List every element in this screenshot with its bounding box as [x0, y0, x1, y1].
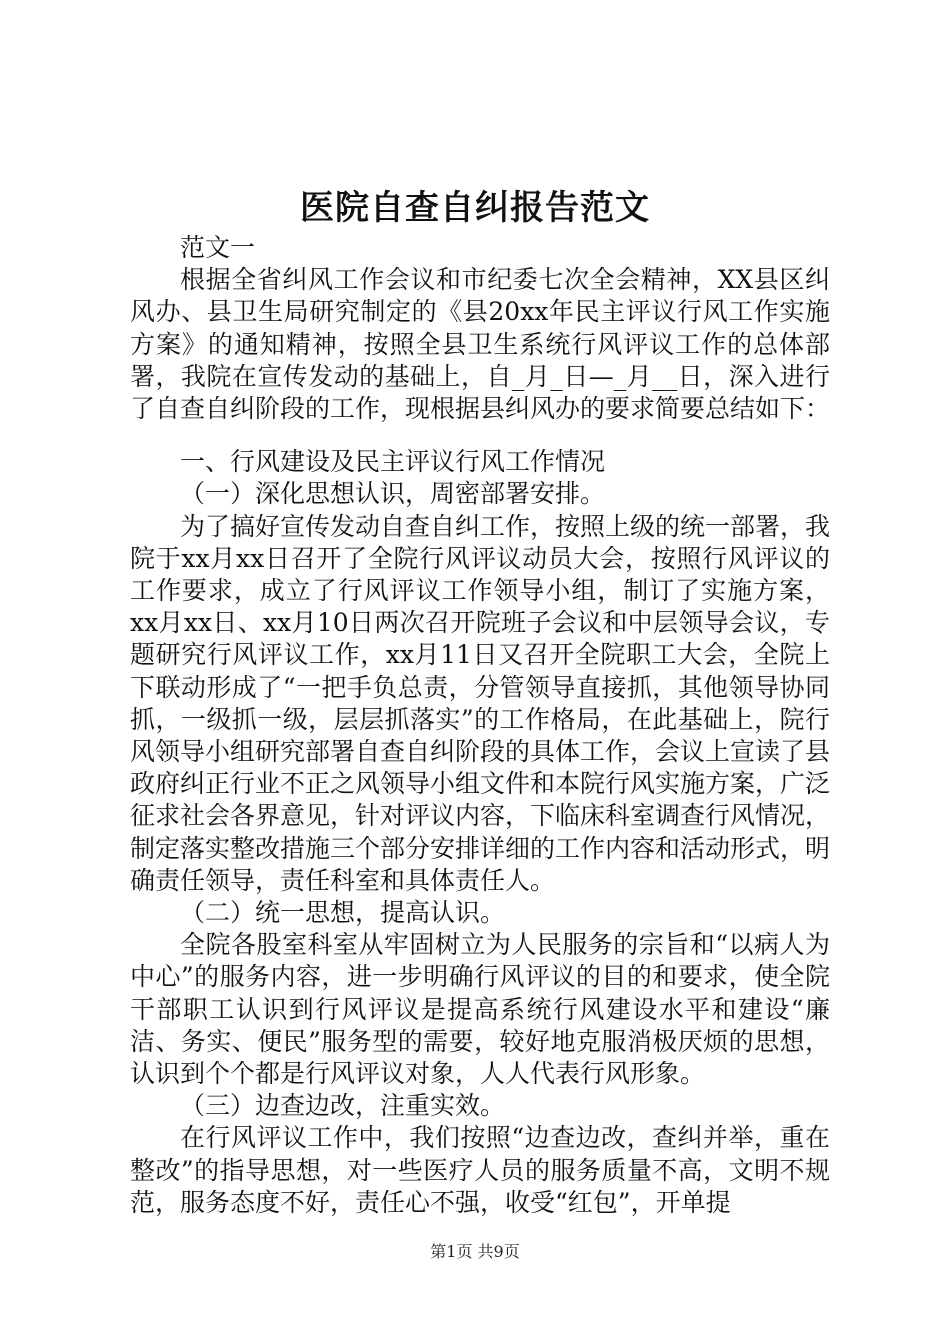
intro-paragraph: 根据全省纠风工作会议和市纪委七次全会精神，XX县区纠风办、县卫生局研究制定的《县20xx年民主评议行风工作实施方案》的通知精神，按照全县卫生系统行风评议工作的总体部署，我院在宣传发动的基础上，自_月_日—_月__日，深入进行了自查自纠阶段的工作，现根据县纠风办的要求简要总结如下：	[130, 265, 831, 424]
subheading-1: （一）深化思想认识，周密部署安排。	[180, 479, 606, 509]
subheading-3: （三）边查边改，注重实效。	[180, 1091, 506, 1121]
document-title: 医院自查自纠报告范文	[300, 188, 650, 228]
paragraph-1: 为了搞好宣传发动自查自纠工作，按照上级的统一部署，我院于xx月xx日召开了全院行风评议动员大会，按照行风评议的工作要求，成立了行风评议工作领导小组，制订了实施方案，xx月xx日、xx月10日两次召开院班子会议和中层领导会议，专题研究行风评议工作，xx月11日又召开全院职工大会，全院上下联动形成了“一把手负总责，分管领导直接抓，其他领导协同抓，一级抓一级，层层抓落实”的工作格局，在此基础上，院行风领导小组研究部署自查自纠阶段的具体工作，会议上宣读了县政府纠正行业不正之风领导小组文件和本院行风实施方案，广泛征求社会各界意见，针对评议内容，下临床科室调查行风情况，制定落实整改措施三个部分安排详细的工作内容和活动形式，明确责任领导，责任科室和具体责任人。	[130, 511, 831, 895]
subheading-2: （二）统一思想，提高认识。	[180, 898, 506, 928]
document-body	[130, 232, 830, 1219]
sample-label: 范文一	[180, 233, 256, 262]
paragraph-3: 在行风评议工作中，我们按照“边查边改，查纠并举，重在整改”的指导思想，对一些医疗人员的服务质量不高，文明不规范，服务态度不好，责任心不强，收受“红包”，开单提	[130, 1123, 830, 1217]
page-footer: 第1页 共9页	[430, 1242, 520, 1261]
section-heading-1: 一、行风建设及民主评议行风工作情况	[180, 447, 606, 477]
paragraph-2: 全院各股室科室从牢固树立为人民服务的宗旨和“以病人为中心”的服务内容，进一步明确行风评议的目的和要求，使全院干部职工认识到行风评议是提高系统行风建设水平和建设“廉洁、务实、便民”服务型的需要，较好地克服消极厌烦的思想，认识到个个都是行风评议对象，人人代表行风形象。	[130, 930, 830, 1089]
